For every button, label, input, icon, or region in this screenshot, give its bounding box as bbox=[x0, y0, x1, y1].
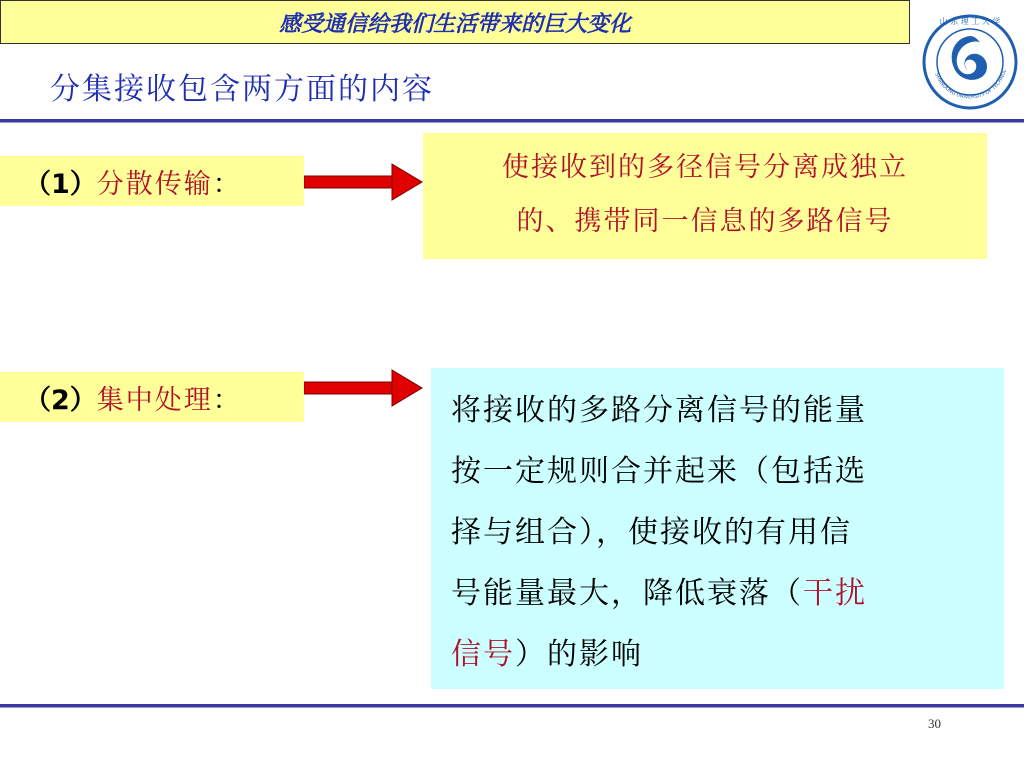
seal-text: SHANDONG UNIVERSITY OF TECHNOL bbox=[933, 68, 1008, 101]
item-term: 分散传输 bbox=[96, 168, 213, 200]
description-box-2 bbox=[431, 368, 1004, 689]
svg-text:山 东 理 工 大 学: 山 东 理 工 大 学 bbox=[939, 17, 1001, 26]
banner-title: 感受通信给我们生活带来的巨大变化 bbox=[278, 11, 631, 37]
item-number: （1） bbox=[24, 168, 97, 200]
label-distributed-transmission bbox=[0, 156, 304, 206]
label-centralized-processing bbox=[0, 372, 304, 422]
footer-divider bbox=[0, 704, 1024, 708]
right-arrow-icon bbox=[304, 162, 424, 202]
description-line: 使接收到的多径信号分离成独立 bbox=[502, 152, 908, 183]
slide-subtitle: 分集接收包含两方面的内容 bbox=[50, 72, 434, 107]
description-text: ）的影响 bbox=[515, 637, 643, 672]
item-colon: ： bbox=[212, 168, 240, 200]
description-box-1 bbox=[423, 133, 987, 259]
highlight-text: 干扰 信号 bbox=[451, 576, 867, 672]
item-colon: ： bbox=[212, 384, 240, 416]
item-number: （2） bbox=[24, 384, 97, 416]
header-divider bbox=[0, 119, 1024, 123]
right-arrow-icon bbox=[304, 368, 424, 408]
title-banner bbox=[0, 0, 910, 44]
page-number: 30 bbox=[928, 716, 941, 731]
description-line: 的、携带同一信息的多路信号 bbox=[516, 206, 894, 237]
university-seal-icon bbox=[920, 12, 1020, 112]
item-term: 集中处理 bbox=[96, 384, 213, 416]
description-text: 将接收的多路分离信号的能量 按一定规则合并起来（包括选 择与组合），使接收的有用信 号能量最大，降低衰落（ bbox=[451, 393, 867, 611]
